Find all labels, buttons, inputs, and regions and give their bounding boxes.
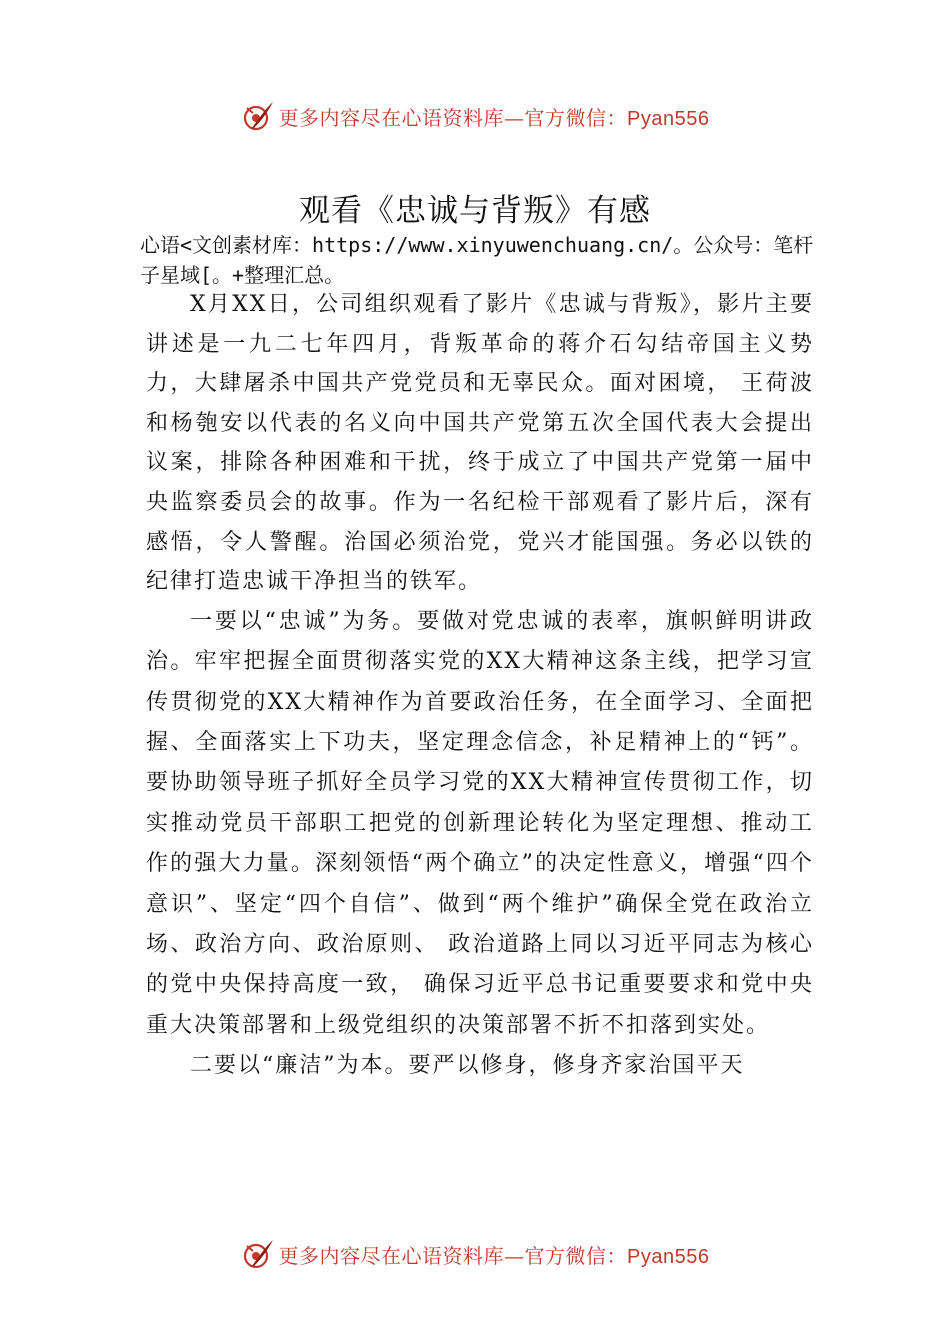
- banner-text: 更多内容尽在心语资料库—官方微信：Pyan556: [278, 1243, 710, 1268]
- paragraph-2: 一要以“忠诚”为务。要做对党忠诚的表率，旗帜鲜明讲政治。牢牢把握全面贯彻落实党的XX大精神这条主线，把学习宣传贯彻党的XX大精神作为首要政治任务，在全面学习、全面把握、全面落实上下功夫，坚定理念信念，补足精神上的“钙”。要协助领导班子抓好全员学习党的XX大精神宣传贯彻工作，切实推动党员干部职工把党的创新理论转化为坚定理想、推动工作的强大力量。深刻领悟“两个确立”的决定性意义，增强“四个意识”、坚定“四个自信”、做到“两个维护”确保全党在政治立场、政治方向、政治原则、 政治道路上同以习近平同志为核心的党中央保持高度一致， 确保习近平总书记重要要求和党中央重大决策部署和上级党组织的决策部署不折不扣落到实处。: [146, 608, 814, 1038]
- feather-quill-icon: [241, 1237, 275, 1271]
- wechat-id: Pyan556: [627, 1245, 710, 1268]
- header-banner: [0, 96, 950, 136]
- feather-quill-icon: [241, 99, 275, 133]
- wechat-id: Pyan556: [627, 107, 710, 130]
- source-note: 心语<文创素材库：https://www.xinyuwenchuang.cn/。公众号：笔杆子星域[。+整理汇总。: [140, 233, 814, 287]
- paragraph-1: X月XX日，公司组织观看了影片《忠诚与背叛》，影片主要讲述是一九二七年四月，背叛革命的蒋介石勾结帝国主义势力，大肆屠杀中国共产党党员和无辜民众。面对困境， 王荷波和杨匏安以代表的名义向中国共产党第五次全国代表大会提出议案，排除各种困难和干扰，终于成立了中国共产党第一届中央监察委员会的故事。作为一名纪检干部观看了影片后，深有感悟，令人警醒。治国必须治党，党兴才能国强。务必以铁的纪律打造忠诚干净担当的铁军。: [146, 292, 814, 595]
- footer-banner: [0, 1234, 950, 1274]
- banner-text: 更多内容尽在心语资料库—官方微信：Pyan556: [278, 105, 710, 130]
- document-title: 观看《忠诚与背叛》有感: [299, 193, 651, 229]
- paragraph-3: 二要以“廉洁”为本。要严以修身，修身齐家治国平天: [190, 1053, 745, 1079]
- document-body: [146, 285, 814, 1087]
